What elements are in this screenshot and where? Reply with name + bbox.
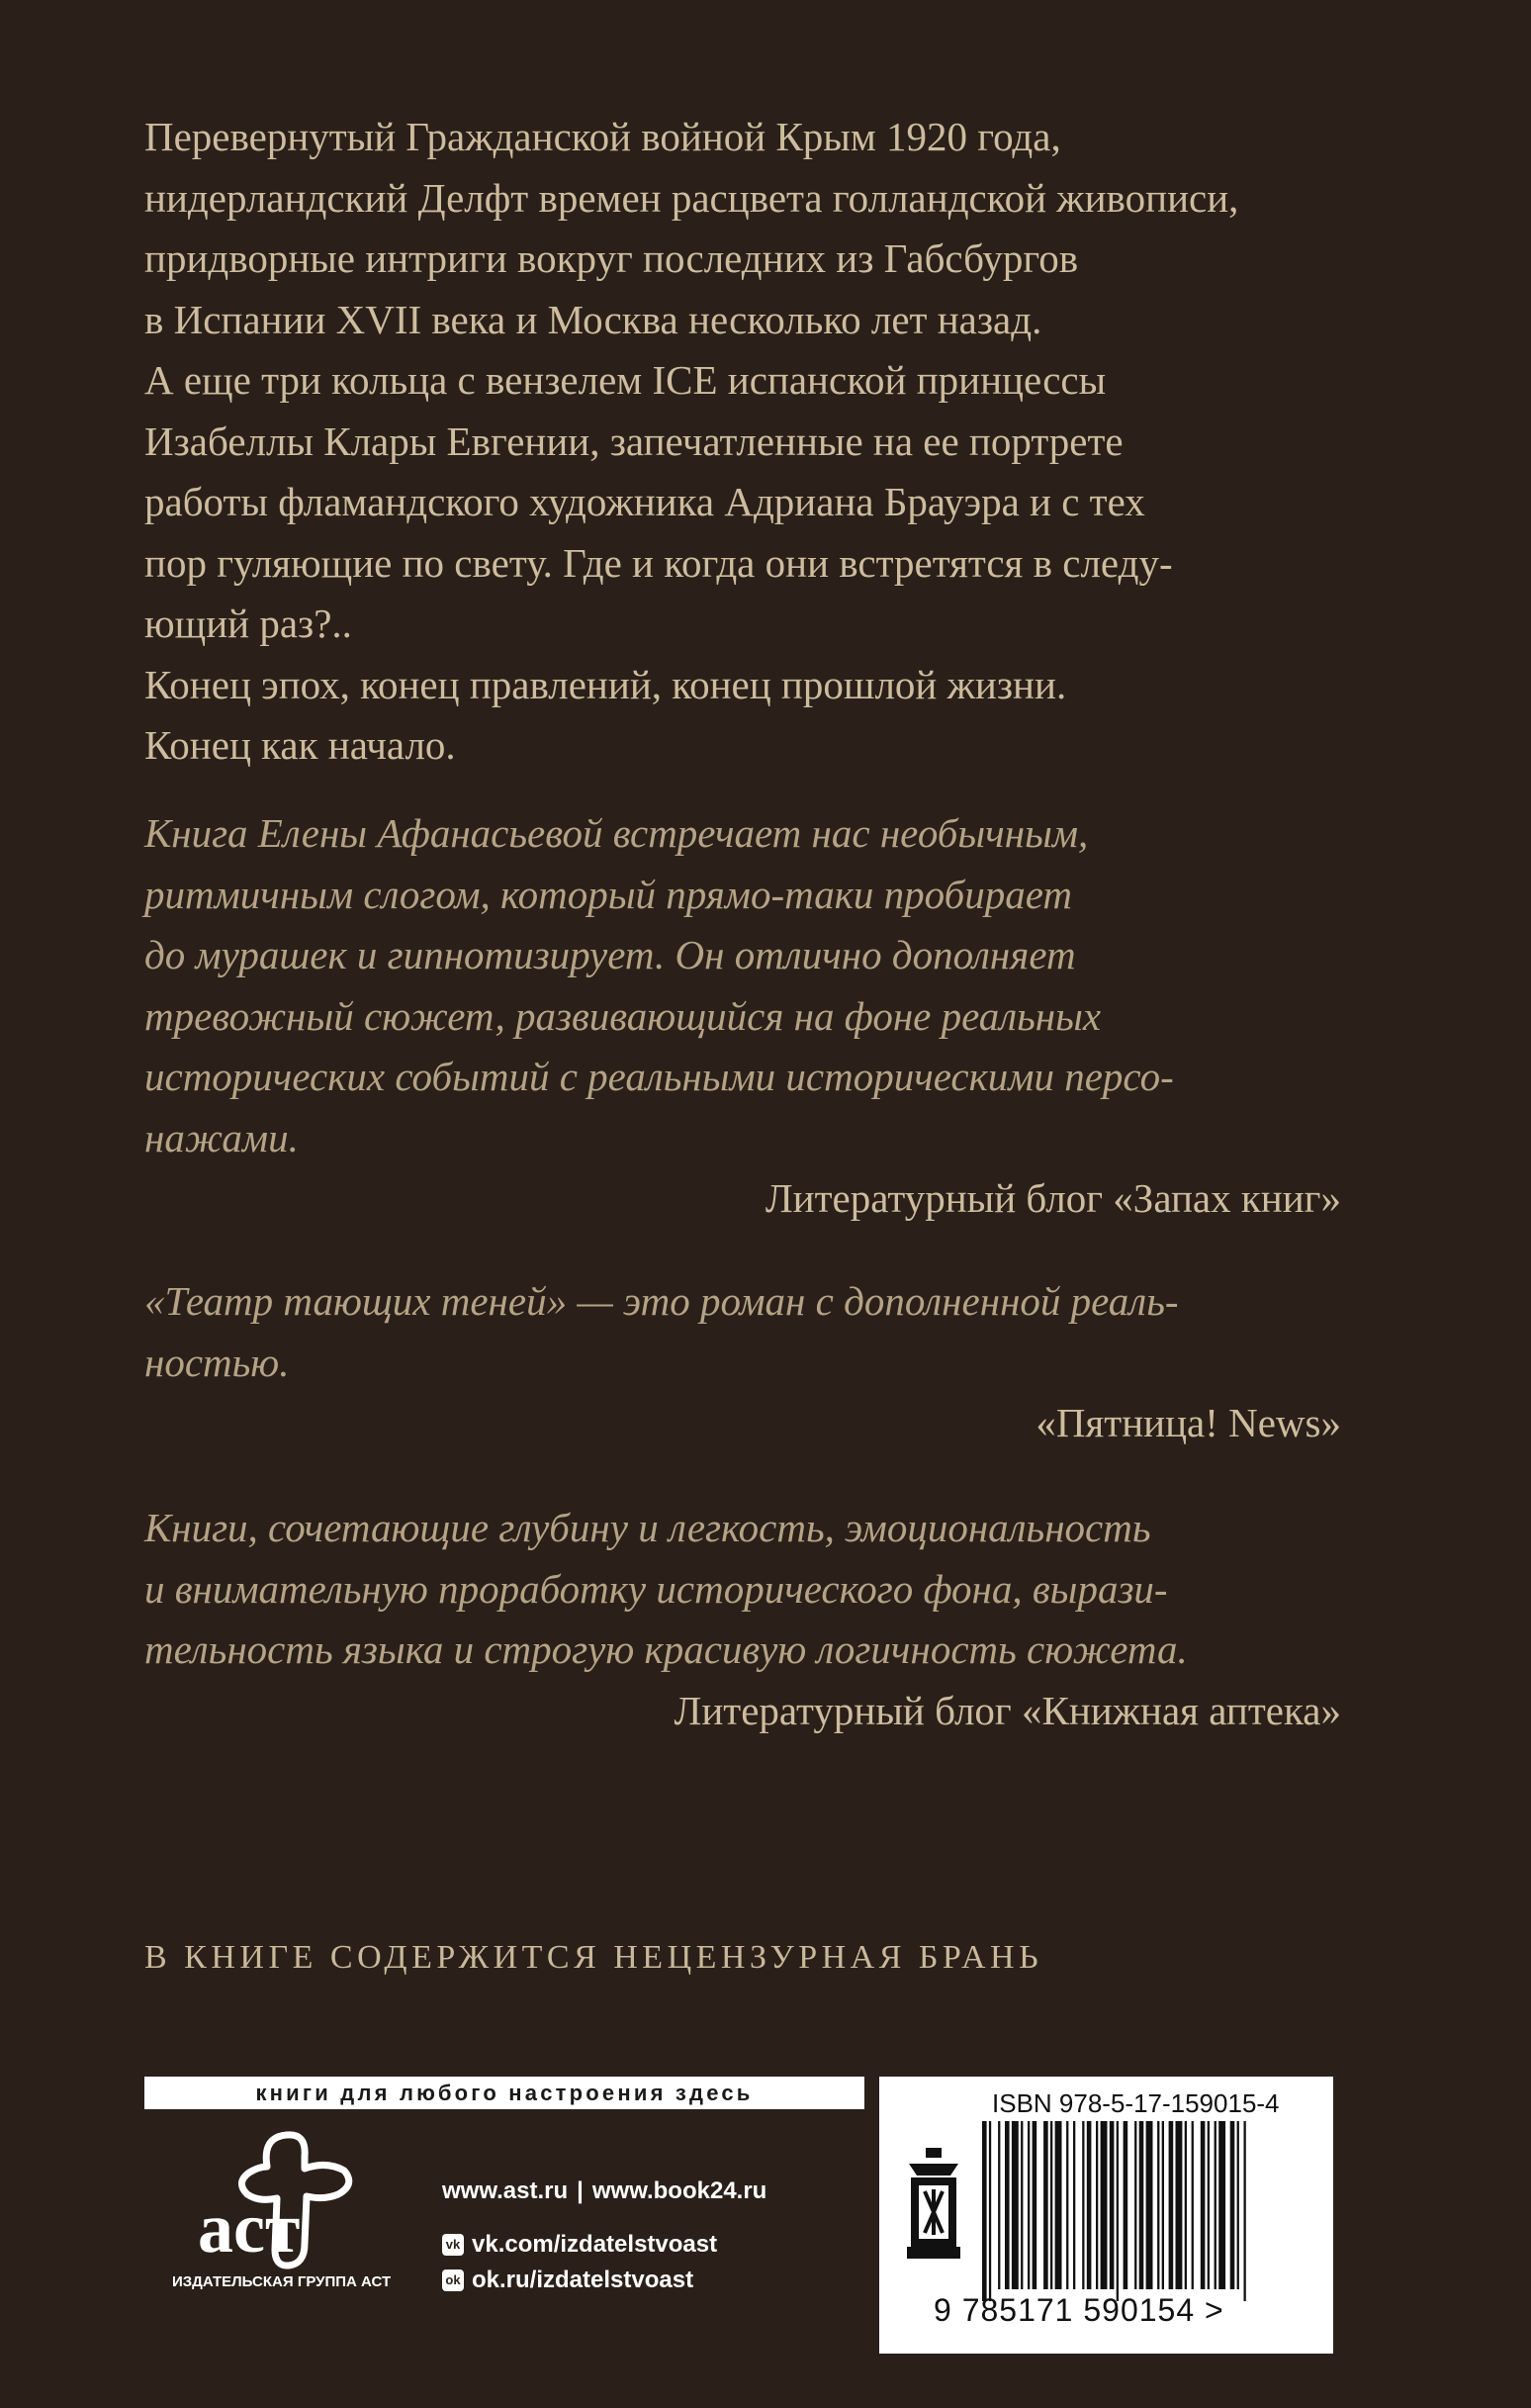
quote-source: Литературный блог «Книжная аптека»	[674, 1687, 1341, 1733]
barcode-panel	[879, 2077, 1333, 2354]
barcode-digits: 9 785171 590154 >	[934, 2292, 1224, 2328]
publisher-links	[442, 2174, 766, 2298]
barcode-bar	[1033, 2121, 1037, 2289]
review-quote-2	[144, 1271, 1341, 1454]
description-line: Конец эпох, конец правлений, конец прошлой жизни.	[144, 661, 1067, 707]
barcode-bar	[1087, 2121, 1092, 2289]
barcode-bar	[1215, 2121, 1216, 2289]
barcode-bar	[1237, 2121, 1239, 2289]
review-quote-3	[144, 1498, 1341, 1741]
barcode-bar	[1043, 2121, 1048, 2289]
barcode-bar	[1230, 2121, 1235, 2289]
barcode-bar	[1012, 2121, 1019, 2289]
link-separator: |	[577, 2177, 584, 2204]
barcode-bar	[1218, 2121, 1225, 2289]
barcode-bar	[1110, 2121, 1115, 2289]
barcode-bar	[1185, 2121, 1187, 2289]
barcode-bar	[1021, 2121, 1023, 2289]
quote-line: исторических событий с реальными историческими персо-	[144, 1054, 1174, 1099]
description-line: Конец как начало.	[144, 722, 456, 768]
ast-logo-text: аст	[198, 2188, 301, 2268]
ok-row	[442, 2263, 766, 2298]
description-line: ющий раз?..	[144, 601, 352, 646]
quote-line: тельность языка и строгую красивую логичность сюжета.	[144, 1626, 1188, 1672]
description-line: А еще три кольца с вензелем ICE испанской принцессы	[144, 357, 1107, 403]
site-link-book24[interactable]: www.book24.ru	[591, 2177, 767, 2204]
barcode-bar	[1162, 2121, 1164, 2289]
barcode-bar	[1157, 2121, 1159, 2289]
barcode-bar	[1082, 2121, 1084, 2289]
review-quote-1	[144, 803, 1341, 1230]
barcode-bar	[1192, 2121, 1194, 2289]
description-line: Изабеллы Клары Евгении, запечатленные на ее портрете	[144, 417, 1124, 464]
description-line: работы фламандского художника Адриана Брауэра и с тех	[144, 479, 1145, 524]
websites-row	[442, 2174, 766, 2209]
quote-source: «Пятница! News»	[1036, 1400, 1341, 1445]
quote-line: и внимательную проработку исторического фона, вырази-	[144, 1565, 1168, 1612]
barcode-bar	[1050, 2121, 1052, 2289]
site-link-ast[interactable]: www.ast.ru	[442, 2177, 569, 2204]
description-line: Перевернутый Гражданской войной Крым 1920 года,	[144, 114, 1061, 159]
content-warning: В КНИГЕ СОДЕРЖИТСЯ НЕЦЕНЗУРНАЯ БРАНЬ	[144, 1939, 1043, 1976]
barcode-bar	[1244, 2121, 1246, 2301]
vk-row	[442, 2227, 766, 2263]
quote-line: «Театр тающих теней» — это роман с дополненной реаль-	[144, 1278, 1179, 1324]
description-line: придворные интриги вокруг последних из Габсбургов	[144, 235, 1079, 281]
barcode-bar	[1208, 2121, 1210, 2289]
barcode-bar	[1117, 2121, 1119, 2301]
quote-line: Книга Елены Афанасьевой встречает нас необычным,	[144, 810, 1089, 856]
vk-icon: vk	[442, 2234, 464, 2256]
barcode-bar	[982, 2121, 987, 2301]
quote-line: тревожный сюжет, развивающийся на фоне реальных	[144, 992, 1102, 1039]
barcode-bar	[1139, 2121, 1144, 2289]
quote-line: Книги, сочетающие глубину и легкость, эмоциональность	[144, 1505, 1151, 1550]
barcode-bar	[1146, 2121, 1153, 2289]
vk-link[interactable]: vk.com/izdatelstvoast	[472, 2231, 718, 2258]
barcode-bar	[1055, 2121, 1062, 2289]
publisher-tagline: книги для любого настроения здесь	[144, 2077, 864, 2109]
barcode-bar	[1201, 2121, 1206, 2289]
barcode-bar	[998, 2121, 1000, 2289]
barcode-bar	[1134, 2121, 1136, 2289]
quote-line: до мурашек и гипнотизирует. Он отлично дополняет	[144, 932, 1076, 977]
barcode-bar	[1066, 2121, 1068, 2289]
barcode-bar	[1096, 2121, 1098, 2289]
ok-link[interactable]: ok.ru/izdatelstvoast	[472, 2267, 694, 2293]
description-line: нидерландский Делфт времен расцвета голландской живописи,	[144, 174, 1239, 221]
odnoklassniki-icon: ok	[442, 2269, 464, 2291]
ast-cross-logo-icon	[168, 2127, 415, 2275]
quote-source: Литературный блог «Запах книг»	[765, 1175, 1341, 1221]
quote-line: ритмичным слогом, который прямо-таки пробирает	[144, 871, 1072, 917]
barcode-bar	[989, 2121, 991, 2301]
barcode-bar	[1169, 2121, 1174, 2289]
barcode-bar	[1028, 2121, 1030, 2289]
barcode-bar	[1005, 2121, 1010, 2289]
quote-line: нажами.	[144, 1114, 299, 1160]
lantern-icon	[899, 2146, 968, 2265]
barcode-bar	[1073, 2121, 1075, 2289]
description-line: пор гуляющие по свету. Где и когда они встретятся в следу-	[144, 539, 1173, 586]
isbn-text: ISBN 978-5-17-159015-4	[992, 2088, 1280, 2118]
barcode-bars	[978, 2121, 1319, 2301]
book-description	[144, 107, 1341, 777]
publisher-caption: ИЗДАТЕЛЬСКАЯ ГРУППА АСТ	[172, 2273, 392, 2290]
description-line: в Испании XVII века и Москва несколько лет назад.	[144, 296, 1042, 342]
quote-line: ностью.	[144, 1339, 290, 1385]
barcode-bar	[1176, 2121, 1183, 2289]
barcode-bar	[1101, 2121, 1108, 2289]
barcode-bar	[1124, 2121, 1128, 2289]
